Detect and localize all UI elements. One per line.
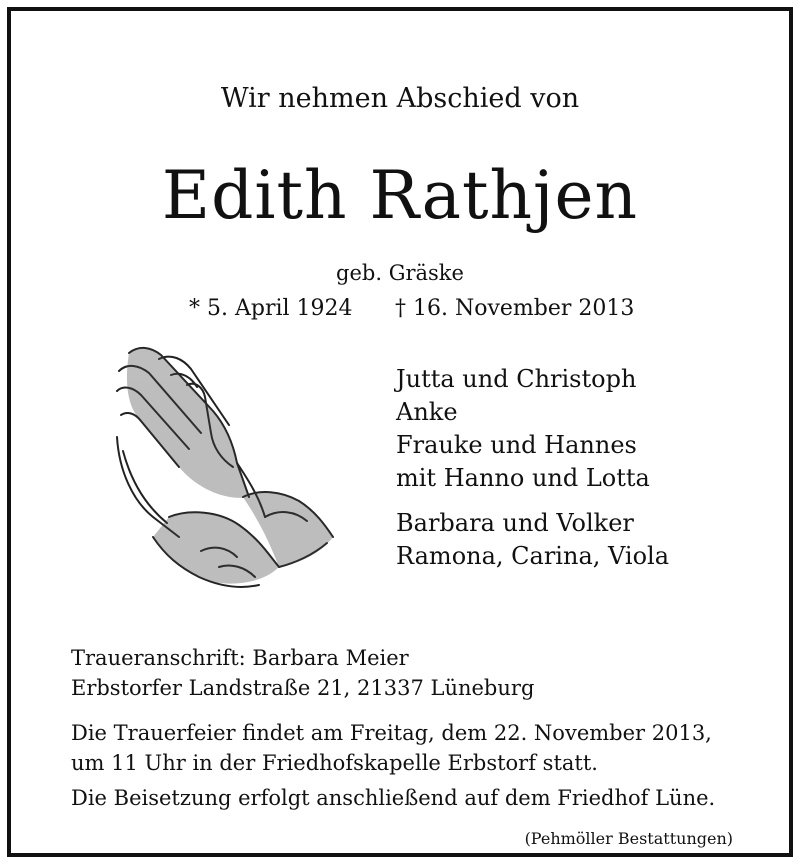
family-member-line: Jutta und Christoph [396, 365, 637, 393]
service-line: um 11 Uhr in der Friedhofskapelle Erbstorf statt. [71, 751, 598, 775]
undertaker-credit: (Pehmöller Bestattungen) [524, 829, 733, 848]
intro-text: Wir nehmen Abschied von [220, 83, 580, 114]
obituary-frame [7, 7, 793, 857]
praying-hands-icon [109, 341, 337, 599]
family-member-line: Frauke und Hannes [396, 431, 637, 459]
mourning-address [71, 643, 534, 703]
death-date: † 16. November 2013 [395, 296, 635, 321]
address-line: Traueranschrift: Barbara Meier [71, 646, 409, 670]
funeral-service-info [71, 718, 712, 778]
family-member-line: Ramona, Carina, Viola [396, 542, 670, 570]
family-list [396, 363, 669, 573]
family-spacer [396, 495, 669, 507]
birth-date: * 5. April 1924 [189, 296, 353, 321]
service-line: Die Trauerfeier findet am Freitag, dem 22. November 2013, [71, 721, 712, 745]
family-member-line: Anke [396, 398, 458, 426]
address-line: Erbstorfer Landstraße 21, 21337 Lüneburg [71, 676, 535, 700]
family-member-line: Barbara und Volker [396, 509, 634, 537]
maiden-name: geb. Gräske [336, 261, 464, 285]
deceased-name: Edith Rathjen [161, 157, 639, 234]
burial-info: Die Beisetzung erfolgt anschließend auf dem Friedhof Lüne. [71, 786, 716, 810]
family-member-line: mit Hanno und Lotta [396, 464, 650, 492]
